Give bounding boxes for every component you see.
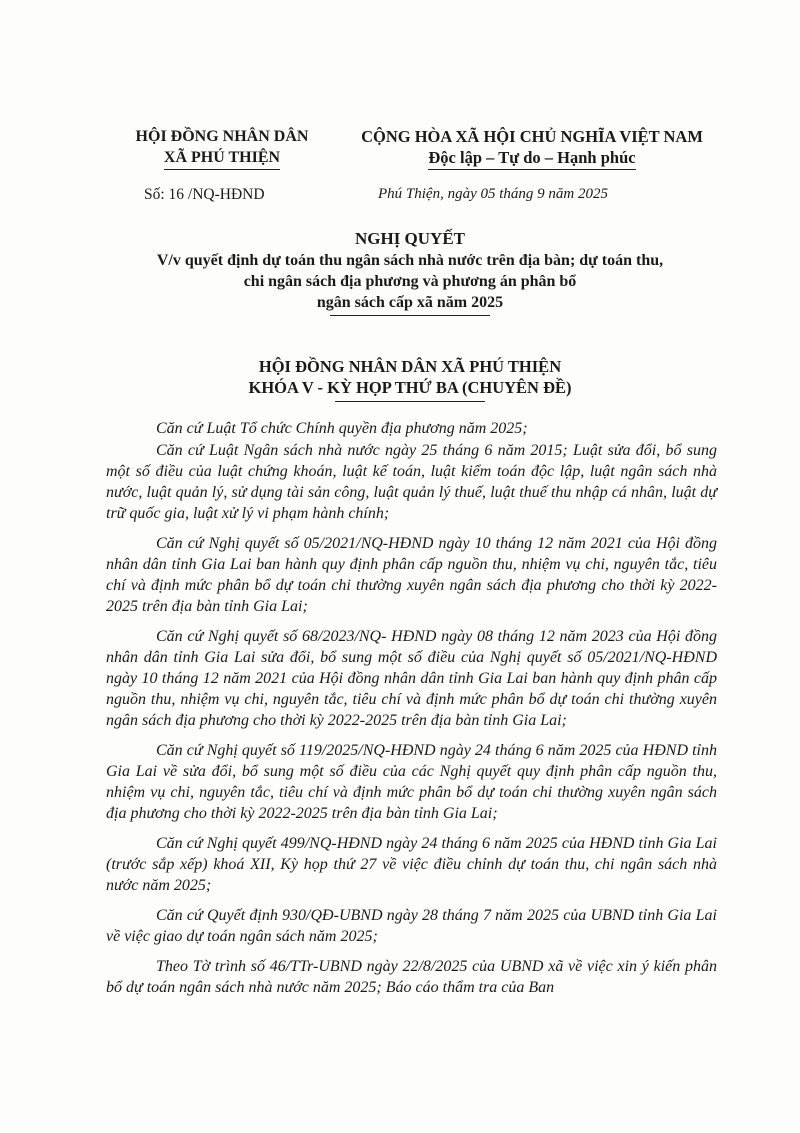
paragraph: Căn cứ Nghị quyết số 119/2025/NQ-HĐND ngày 24 tháng 6 năm 2025 của HĐND tỉnh Gia Lai về sửa đổi, bổ sung một số điều của các Nghị quyết quy định phân cấp nguồn thu, nhiệm vụ chi, nguyên tắc, tiêu chí và định mức phân bổ dự toán chi thường xuyên ngân sách địa phương cho thời kỳ 2022-2025 trên địa bàn tỉnh Gia Lai; [106, 742, 717, 822]
paragraph: Căn cứ Quyết định 930/QĐ-UBND ngày 28 tháng 7 năm 2025 của UBND tỉnh Gia Lai về việc giao dự toán ngân sách năm 2025; [106, 907, 717, 945]
paragraph: Theo Tờ trình số 46/TTr-UBND ngày 22/8/2025 của UBND xã về việc xin ý kiến phân bổ dự toán ngân sách nhà nước năm 2025; Báo cáo thẩm tra của Ban [106, 958, 717, 996]
title-main: NGHỊ QUYẾT [354, 229, 466, 248]
paragraph: Căn cứ Luật Tổ chức Chính quyền địa phương năm 2025; [156, 420, 528, 437]
paragraph: Căn cứ Nghị quyết số 68/2023/NQ- HĐND ngày 08 tháng 12 năm 2023 của Hội đồng nhân dân tỉnh Gia Lai sửa đổi, bổ sung một số điều của Nghị quyết số 05/2021/NQ-HĐND ngày 10 tháng 12 năm 2021 của Hội đồng nhân dân tỉnh Gia Lai ban hành quy định phân cấp nguồn thu, nhiệm vụ chi, nguyên tắc, tiêu chí và định mức phân bổ dự toán chi thường xuyên ngân sách địa phương cho thời kỳ 2022-2025 trên địa bàn tỉnh Gia Lai; [106, 628, 717, 729]
paragraph: Căn cứ Luật Ngân sách nhà nước ngày 25 tháng 6 năm 2015; Luật sửa đổi, bổ sung một số điều của luật chứng khoán, luật kế toán, luật kiểm toán độc lập, luật ngân sách nhà nước, luật quản lý, sử dụng tài sản công, luật quản lý thuế, luật thuế thu nhập cá nhân, luật dự trữ quốc gia, luật xử lý vi phạm hành chính; [106, 442, 717, 522]
title-subject-line3: ngân sách cấp xã năm 2025 [316, 294, 504, 311]
nation-name: CỘNG HÒA XÃ HỘI CHỦ NGHĨA VIỆT NAM [361, 127, 703, 146]
council-session: KHÓA V - KỲ HỌP THỨ BA (CHUYÊN ĐỀ) [248, 378, 572, 397]
council-heading [100, 356, 720, 402]
title-subject-line2: chi ngân sách địa phương và phương án phân bổ [243, 273, 577, 290]
agency-name: HỘI ĐỒNG NHÂN DÂN [135, 128, 309, 145]
title-subject-line1: V/v quyết định dự toán thu ngân sách nhà nước trên địa bàn; dự toán thu, [156, 252, 664, 269]
national-header [336, 126, 728, 170]
document-number: Số: 16 /NQ-HĐND [144, 186, 265, 203]
council-divider [335, 401, 485, 402]
council-name: HỘI ĐỒNG NHÂN DÂN XÃ PHÚ THIỆN [258, 357, 562, 376]
document-title [100, 228, 720, 316]
agency-header [112, 126, 332, 170]
paragraph: Căn cứ Nghị quyết số 05/2021/NQ-HĐND ngày 10 tháng 12 năm 2021 của Hội đồng nhân dân tỉnh Gia Lai ban hành quy định phân cấp nguồn thu, nhiệm vụ chi, nguyên tắc, tiêu chí và định mức phân bổ dự toán chi thường xuyên ngân sách địa phương cho thời kỳ 2022-2025 trên địa bàn tỉnh Gia Lai; [106, 535, 717, 615]
place-date: Phú Thiện, ngày 05 tháng 9 năm 2025 [378, 186, 608, 202]
document-body [106, 418, 717, 1007]
title-divider [330, 315, 490, 316]
national-motto: Độc lập – Tự do – Hạnh phúc [428, 147, 635, 170]
agency-commune: XÃ PHÚ THIỆN [164, 147, 280, 170]
paragraph: Căn cứ Nghị quyết 499/NQ-HĐND ngày 24 tháng 6 năm 2025 của HĐND tỉnh Gia Lai (trước sắp xếp) khoá XII, Kỳ họp thứ 27 về việc điều chỉnh dự toán thu, chi ngân sách nhà nước năm 2025; [106, 835, 717, 894]
